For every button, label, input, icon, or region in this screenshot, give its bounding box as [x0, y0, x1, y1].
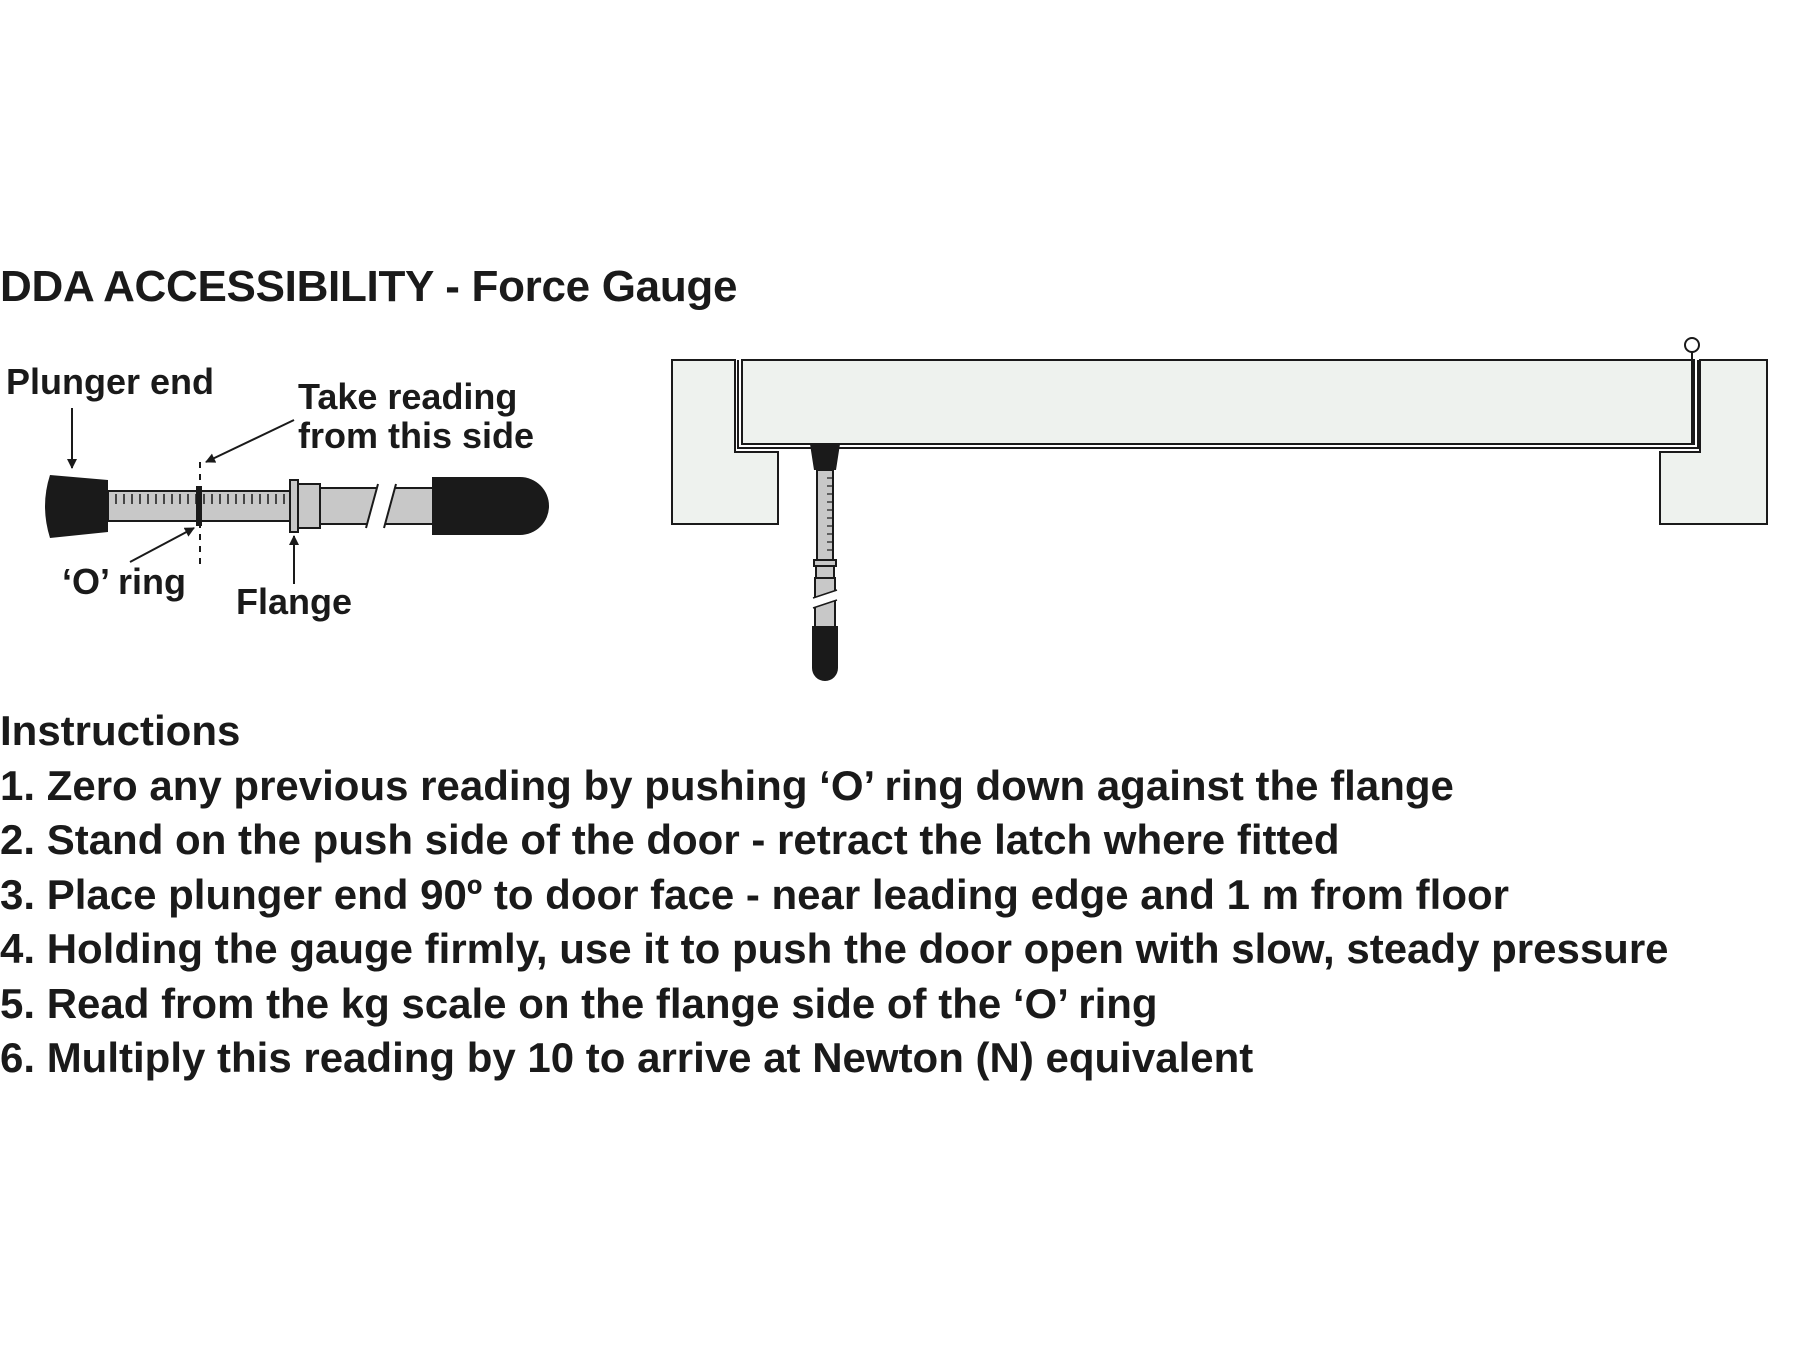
- arrow-take-reading: [206, 420, 294, 462]
- gauge-in-use-rod: [817, 470, 833, 560]
- label-take-reading-1: Take reading: [298, 376, 518, 417]
- instruction-step: 1. Zero any previous reading by pushing ‘O’ ring down against the flange: [0, 761, 1454, 809]
- label-flange: Flange: [236, 581, 353, 622]
- instruction-step: 3. Place plunger end 90º to door face - near leading edge and 1 m from floor: [0, 870, 1509, 918]
- plunger-end-tip: [45, 475, 108, 538]
- flange: [290, 480, 298, 532]
- instruction-step: 5. Read from the kg scale on the flange side of the ‘O’ ring: [0, 979, 1158, 1027]
- instructions: [0, 704, 1669, 1086]
- label-take-reading-2: from this side: [298, 415, 535, 456]
- hinge-pivot-icon: [1685, 338, 1699, 352]
- gauge-in-use: [810, 444, 840, 681]
- gauge-handle: [432, 477, 549, 535]
- instructions-list: [0, 759, 1669, 1086]
- arrow-o-ring: [130, 528, 194, 562]
- instructions-heading: Instructions: [0, 707, 241, 754]
- page-title: DDA ACCESSIBILITY - Force Gauge: [0, 262, 738, 311]
- door-leaf: [742, 360, 1694, 444]
- label-o-ring: ‘O’ ring: [62, 561, 187, 602]
- door-plan: [672, 338, 1767, 524]
- gauge-in-use-tip: [810, 444, 840, 470]
- gauge-in-use-handle: [812, 626, 838, 681]
- instruction-step: 4. Holding the gauge firmly, use it to push the door open with slow, steady pressure: [0, 925, 1669, 972]
- instruction-step: 2. Stand on the push side of the door - retract the latch where fitted: [0, 816, 1340, 863]
- force-gauge: [45, 462, 549, 570]
- label-plunger-end: Plunger end: [6, 361, 215, 402]
- flange-collar: [298, 484, 320, 528]
- instruction-step: 6. Multiply this reading by 10 to arrive at Newton (N) equivalent: [0, 1034, 1254, 1081]
